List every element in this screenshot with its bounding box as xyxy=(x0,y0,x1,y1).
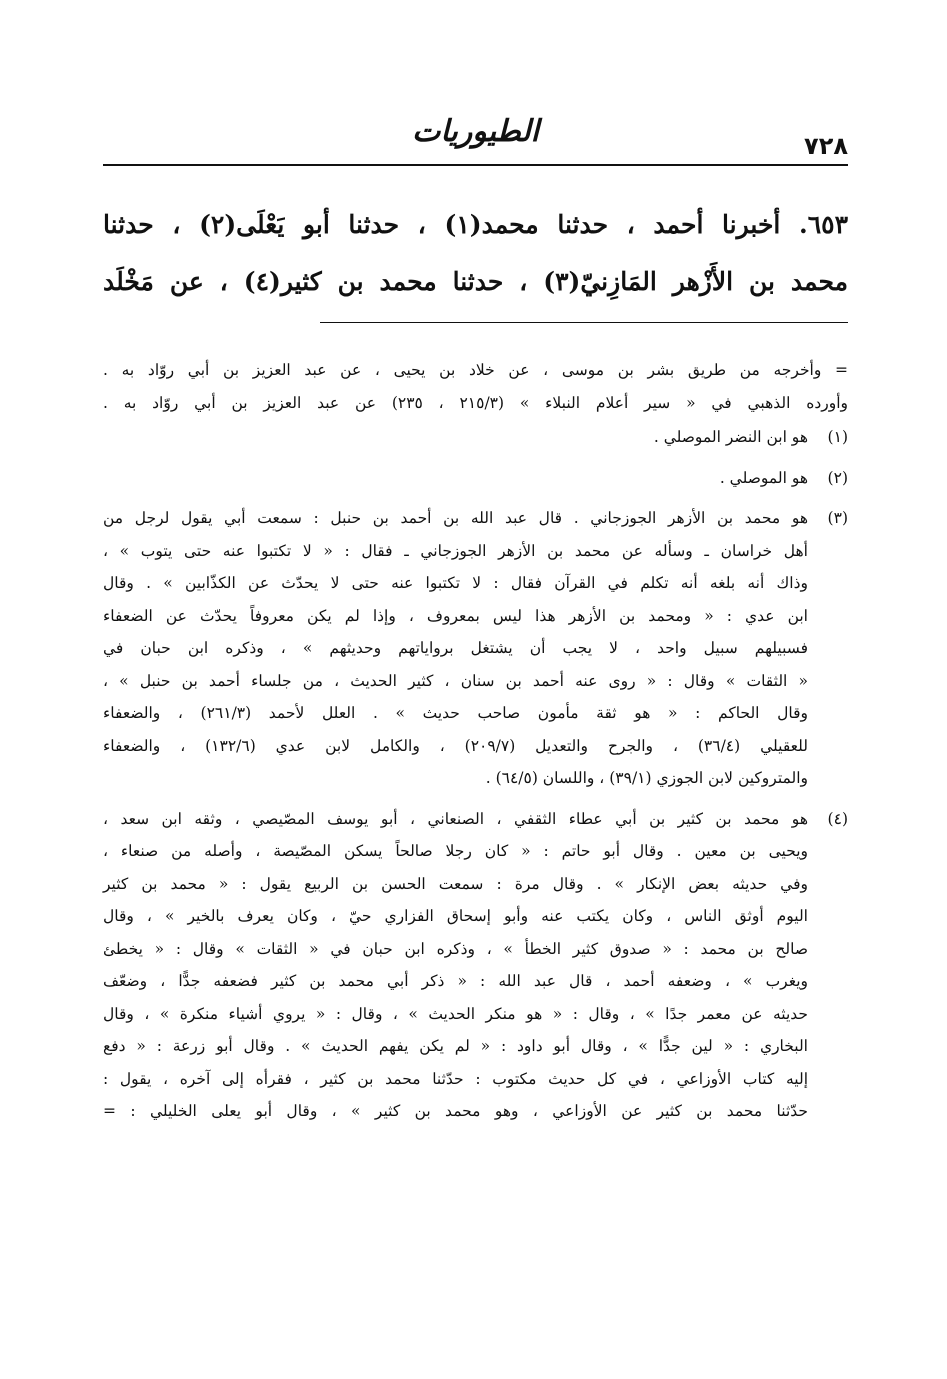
footnote-1 xyxy=(103,421,848,454)
footnote-line: البخاري : « لين جدًّا » ، وقال أبو داود : « لم يكن يفهم الحديث » . وقال أبو زرعة : « دفع xyxy=(103,1037,808,1055)
hadith-text xyxy=(103,196,848,310)
footnote-number: (٤) xyxy=(827,809,848,828)
continued-note-line: = وأخرجه من طريق بشر بن موسى ، عن خلاد بن يحيى ، عن عبد العزيز بن أبي روّاد به . xyxy=(103,361,848,379)
footnote-line: حدّثنا محمد بن كثير عن الأوزاعي ، وهو محمد بن كثير » ، وقال أبو يعلى الخليلي : = xyxy=(103,1102,808,1120)
footnote-line: إليه كتاب الأوزاعي ، في كل حديث مكتوب : حدّثنا محمد بن كثير ، فقرأه إلى آخره ، يقول : xyxy=(103,1069,808,1088)
footnote-3 xyxy=(103,502,848,795)
hadith-line: ٦٥٣. أخبرنا أحمد ، حدثنا محمد(١) ، حدثنا أبو يَعْلَى(٢) ، حدثنا xyxy=(103,210,849,239)
footnote-number: (٣) xyxy=(827,509,848,527)
footnote-line: ويغرب » ، وضعفه أحمد ، قال عبد الله : « ذكر أبي محمد بن كثير فضعفه جدًّا ، وضعّف xyxy=(103,972,808,990)
book-title: الطيوريات xyxy=(412,114,539,149)
page-number: ٧٢٨ xyxy=(804,132,848,160)
footnote-number: (١) xyxy=(827,428,848,446)
footnote-line: صالح بن محمد : « صدوق كثير الخطأ » ، وذكره ابن حبان في « الثقات » وقال : « يخطئ xyxy=(103,939,808,958)
footnote-line: وفي حديثه بعض الإنكار » . وقال مرة : سمعت الحسن بن الربيع يقول : « محمد بن كثير xyxy=(103,874,808,893)
footnote-number: (٢) xyxy=(827,468,848,487)
footnote-line: هو الموصلي . xyxy=(719,468,808,487)
continued-note-line: وأورده الذهبي في « سير أعلام النبلاء » (٢١٥/٣ ، ٢٣٥) عن عبد العزيز بن أبي روّاد به . xyxy=(103,393,849,412)
footnote-line: أهل خراسان ـ وسأله عن محمد بن الأزهر الجوزجاني ـ فقال : « لا تكتبوا عنه حتى يتوب » ، xyxy=(103,541,808,560)
footnote-line: وذاك أنه بلغه أنه تكلم في القرآن فقال : لا تكتبوا عنه حتى لا يحدّث عن الكذّابين » . وقال xyxy=(103,574,809,592)
footnote-line: « الثقات » وقال : « روى عنه أحمد بن سنان ، كثير الحديث ، من جلساء أحمد بن حنبل » ، xyxy=(103,671,808,690)
page-header xyxy=(103,112,848,166)
footnote-line: للعقيلي (٣٦/٤) ، والجرح والتعديل (٢٠٩/٧) ، والكامل لابن عدي (١٣٢/٦) ، والضعفاء xyxy=(103,736,808,755)
footnotes-section xyxy=(103,354,848,1128)
footnote-line: حديثه عن معمر جدًا » ، وقال : « هو منكر الحديث » ، وقال : « يروي أشياء منكرة » ، وقال xyxy=(103,1004,808,1023)
footnote-line: فسبيلهم سبيل واحد ، لا يجب أن يشتغل برواياتهم وحديثهم » ، وذكره ابن حبان في xyxy=(103,639,808,657)
footnote-line: ابن عدي : « ومحمد بن الأزهر هذا ليس بمعروف ، وإذا لم يكن معروفاً يحدّث عن الضعفاء xyxy=(103,606,808,625)
hadith-line: محمد بن الأَزْهر المَازِنيّ(٣) ، حدثنا محمد بن كثير(٤) ، عن مَخْلَد xyxy=(103,267,848,296)
footnote-line: هو ابن النضر الموصلي . xyxy=(653,428,808,446)
footnote-line: هو محمد بن كثير بن أبي عطاء الثقفي ، الصنعاني ، أبو يوسف المصّيصي ، وثقه ابن سعد ، xyxy=(103,809,808,828)
footnote-line: والمتروكين لابن الجوزي (٣٩/١) ، واللسان (٦٤/٥) . xyxy=(485,769,808,787)
footnote-line: هو محمد بن الأزهر الجوزجاني . قال عبد الله بن أحمد بن حنبل : سمعت أبي يقول لرجل من xyxy=(103,509,808,527)
footnote-line: ويحيى بن معين . وقال أبو حاتم : « كان رجلا صالحاً يسكن المصّيصة ، وأصله من صنعاء ، xyxy=(103,842,808,860)
footnote-line: اليوم أوثق الناس ، وكان يكتب عنه وأبو إسحاق الفزاري حيّ ، وكان يعرف بالخير » ، وقال xyxy=(103,907,808,925)
footnote-4 xyxy=(103,803,848,1128)
footnote-separator xyxy=(320,322,848,323)
footnote-line: وقال الحاكم : « هو ثقة مأمون صاحب حديث » . العلل لأحمد (٢٦١/٣) ، والضعفاء xyxy=(103,704,808,722)
footnote-2 xyxy=(103,462,848,495)
